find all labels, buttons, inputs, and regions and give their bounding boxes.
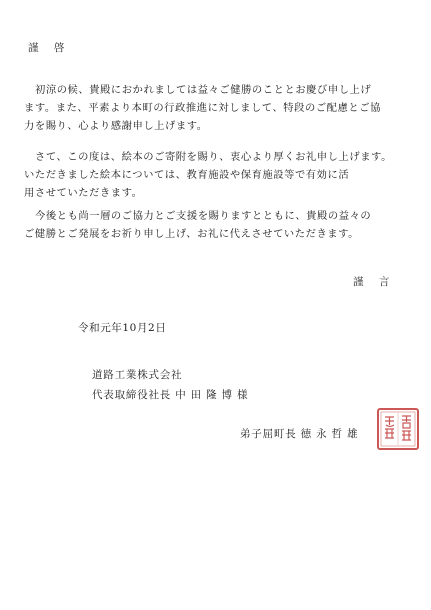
paragraph-line: さて、この度は、絵本のご寄附を賜り、衷心より厚くお礼申し上げます。 [35,151,392,163]
paragraph-line: ご健勝とご発展をお祈り申し上げ、お礼に代えさせていただきます。 [24,228,360,240]
paragraph-line: 用させていただきます。 [24,187,143,199]
letter-date: 令和元年10月2日 [78,322,167,334]
sender-signature: 弟子屈町長 徳 永 哲 雄 [240,428,359,440]
recipient-company: 道路工業株式会社 [92,369,183,381]
paragraph-closing-wishes [24,207,396,243]
recipient-name: 代表取締役社長 中 田 隆 博 様 [92,389,249,401]
salutation: 謹 啓 [28,42,71,54]
official-seal-icon [376,407,420,451]
paragraph-greeting [24,81,396,135]
paragraph-line: 力を賜り、心より感謝申し上げます。 [24,120,208,132]
paragraph-line: 今後とも尚一層のご協力とご支援を賜りますとともに、貴殿の益々の [35,210,372,222]
paragraph-line: いただきました絵本については、教育施設や保育施設等で有効に活 [24,169,350,181]
paragraph-line: 初涼の候、貴殿におかれましては益々ご健勝のこととお慶び申し上げ [35,84,372,96]
paragraph-line: ます。また、平素より本町の行政推進に対しまして、特段のご配慮とご協 [24,102,381,114]
closing: 謹 言 [353,276,396,288]
paragraph-thanks [24,148,396,202]
